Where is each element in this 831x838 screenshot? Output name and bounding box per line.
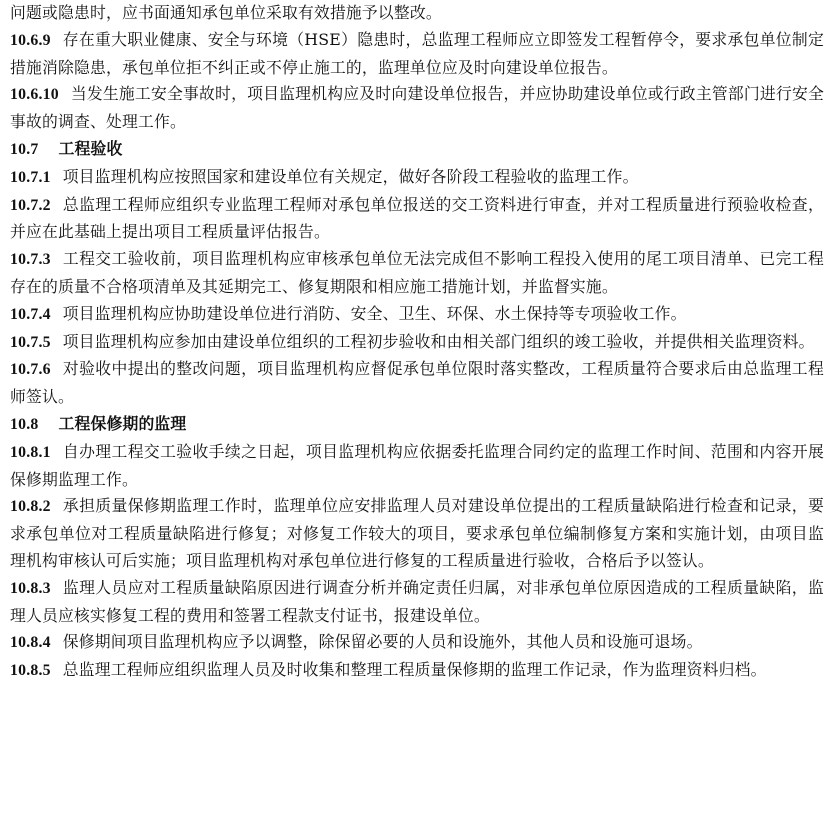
clause-number: 10.7.3 bbox=[10, 251, 51, 269]
clause-number: 10.8.5 bbox=[10, 662, 51, 680]
clause-text: 存在重大职业健康、安全与环境（HSE）隐患时，总监理工程师应立即签发工程暂停令，要求承包单位制定措施消除隐患，承包单位拒不纠正或不停止施工的，监理单位应及时向建设单位报告。 bbox=[10, 29, 824, 77]
clause-text: 承担质量保修期监理工作时，监理单位应安排监理人员对建设单位提出的工程质量缺陷进行检查和记录，要求承包单位对工程质量缺陷进行修复；对修复工作较大的项目，要求承包单位编制修复方案和实施计划，由项目监理机构审核认可后实施；项目监理机构对承包单位进行修复的工程质量进行验收，合格后予以签认。 bbox=[10, 496, 824, 570]
clause-10-8-3 bbox=[10, 575, 824, 630]
clause-text: 项目监理机构应参加由建设单位组织的工程初步验收和由相关部门组织的竣工验收，并提供相关监理资料。 bbox=[62, 331, 815, 351]
clause-10-7-5 bbox=[10, 329, 824, 357]
document-page bbox=[10, 0, 824, 685]
section-number: 10.8 bbox=[10, 415, 39, 433]
clause-10-6-9 bbox=[10, 27, 824, 82]
clause-number: 10.8.2 bbox=[10, 498, 51, 516]
section-heading-10-8 bbox=[10, 411, 824, 439]
clause-number: 10.7.6 bbox=[10, 361, 51, 379]
clause-text: 总监理工程师应组织监理人员及时收集和整理工程质量保修期的监理工作记录，作为监理资料归档。 bbox=[62, 660, 767, 680]
clause-10-8-2 bbox=[10, 493, 824, 574]
section-title: 工程保修期的监理 bbox=[58, 413, 187, 433]
clause-number: 10.8.3 bbox=[10, 579, 51, 597]
clause-text: 对验收中提出的整改问题，项目监理机构应督促承包单位限时落实整改，工程质量符合要求后由总监理工程师签认。 bbox=[10, 359, 824, 407]
clause-10-8-4 bbox=[10, 629, 824, 657]
section-title: 工程验收 bbox=[58, 138, 123, 158]
clause-10-6-10 bbox=[10, 81, 824, 136]
clause-number: 10.8.4 bbox=[10, 634, 51, 652]
clause-10-8-1 bbox=[10, 439, 824, 494]
clause-number: 10.7.5 bbox=[10, 333, 51, 351]
clause-text: 总监理工程师应组织专业监理工程师对承包单位报送的交工资料进行审查，并对工程质量进行预验收检查，并应在此基础上提出项目工程质量评估报告。 bbox=[10, 194, 824, 242]
clause-text: 当发生施工安全事故时，项目监理机构应及时向建设单位报告，并应协助建设单位或行政主管部门进行安全事故的调查、处理工作。 bbox=[10, 84, 824, 132]
clause-10-7-4 bbox=[10, 301, 824, 329]
clause-text: 工程交工验收前，项目监理机构应审核承包单位无法完成但不影响工程投入使用的尾工项目清单、已完工程存在的质量不合格项清单及其延期完工、修复期限和相应施工措施计划，并监督实施。 bbox=[10, 249, 824, 296]
clause-number: 10.6.9 bbox=[10, 31, 51, 49]
clause-number: 10.7.4 bbox=[10, 305, 51, 323]
clause-text: 项目监理机构应协助建设单位进行消防、安全、卫生、环保、水土保持等专项验收工作。 bbox=[62, 303, 687, 323]
clause-10-7-3 bbox=[10, 246, 824, 301]
clause-number: 10.7.1 bbox=[10, 168, 51, 186]
clause-10-8-5 bbox=[10, 657, 824, 685]
section-heading-10-7 bbox=[10, 136, 824, 164]
clause-10-7-2 bbox=[10, 192, 824, 247]
paragraph-continuation bbox=[10, 0, 824, 27]
clause-number: 10.7.2 bbox=[10, 196, 51, 214]
clause-10-7-1 bbox=[10, 164, 824, 192]
clause-number: 10.8.1 bbox=[10, 443, 51, 461]
section-number: 10.7 bbox=[10, 140, 39, 158]
clause-number: 10.6.10 bbox=[10, 86, 59, 104]
clause-text: 项目监理机构应按照国家和建设单位有关规定，做好各阶段工程验收的监理工作。 bbox=[62, 166, 639, 186]
clause-text: 监理人员应对工程质量缺陷原因进行调查分析并确定责任归属，对非承包单位原因造成的工程质量缺陷，监理人员应核实修复工程的费用和签署工程款支付证书，报建设单位。 bbox=[10, 577, 824, 625]
clause-text: 保修期间项目监理机构应予以调整，除保留必要的人员和设施外，其他人员和设施可退场。 bbox=[62, 632, 703, 652]
clause-10-7-6 bbox=[10, 356, 824, 411]
paragraph-text: 问题或隐患时，应书面通知承包单位采取有效措施予以整改。 bbox=[10, 3, 442, 22]
clause-text: 自办理工程交工验收手续之日起，项目监理机构应依据委托监理合同约定的监理工作时间、范围和内容开展保修期监理工作。 bbox=[10, 441, 824, 489]
